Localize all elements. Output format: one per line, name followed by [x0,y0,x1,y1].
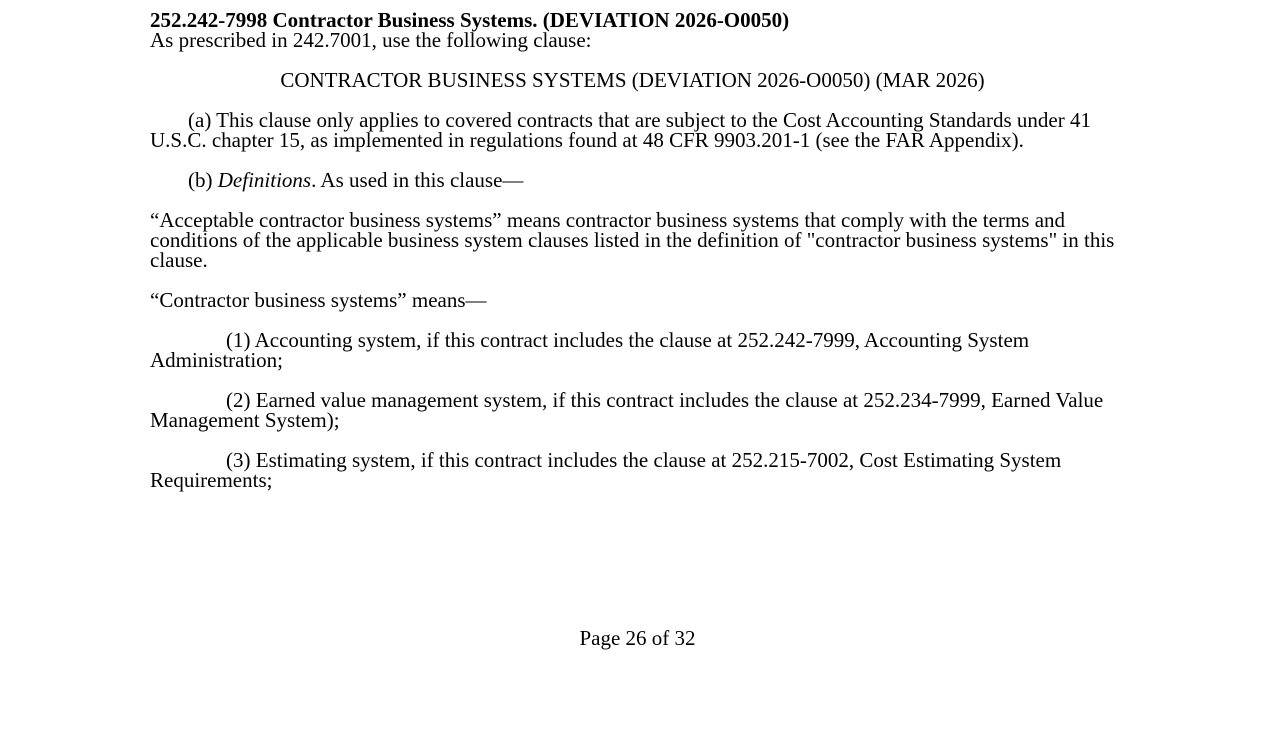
paragraph-b-italic: Definitions [217,168,312,192]
spacer [150,430,1125,450]
prescription-text: As prescribed in 242.7001, use the following clause: [150,28,592,52]
spacer [150,270,1125,290]
page-footer: Page 26 of 32 [579,626,696,650]
section-heading: 252.242-7998 Contractor Business Systems. (DEVIATION 2026-O0050) [150,8,790,32]
definition-contractor-systems: “Contractor business systems” means— [150,288,487,312]
paragraph-a: (a) This clause only applies to covered contracts that are subject to the Cost Accounting Standards under 41 U.S.C. chapter 15, as implemented in regulations found at 48 CFR 9903.201-1 (see the FAR Appendix). [150,108,1091,152]
spacer [150,150,1125,170]
spacer [150,50,1125,70]
spacer [150,90,1125,110]
list-item-2: (2) Earned value management system, if this contract includes the clause at 252.234-7999, Earned Value Management System); [150,388,1104,432]
paragraph-b [150,170,1125,190]
clause-title: CONTRACTOR BUSINESS SYSTEMS (DEVIATION 2026-O0050) (MAR 2026) [280,68,985,92]
spacer [150,190,1125,210]
list-item-1: (1) Accounting system, if this contract includes the clause at 252.242-7999, Accounting System Administration; [150,328,1030,372]
list-item-3: (3) Estimating system, if this contract includes the clause at 252.215-7002, Cost Estimating System Requirements; [150,448,1062,492]
spacer [150,370,1125,390]
document-page [150,10,1125,490]
paragraph-b-rest: . As used in this clause— [311,168,524,192]
spacer [150,310,1125,330]
definition-acceptable: “Acceptable contractor business systems” means contractor business systems that comply with the terms and conditions of the applicable business system clauses listed in the definition of "contractor business systems" in this clause. [150,208,1115,272]
paragraph-b-label: (b) [188,168,218,192]
